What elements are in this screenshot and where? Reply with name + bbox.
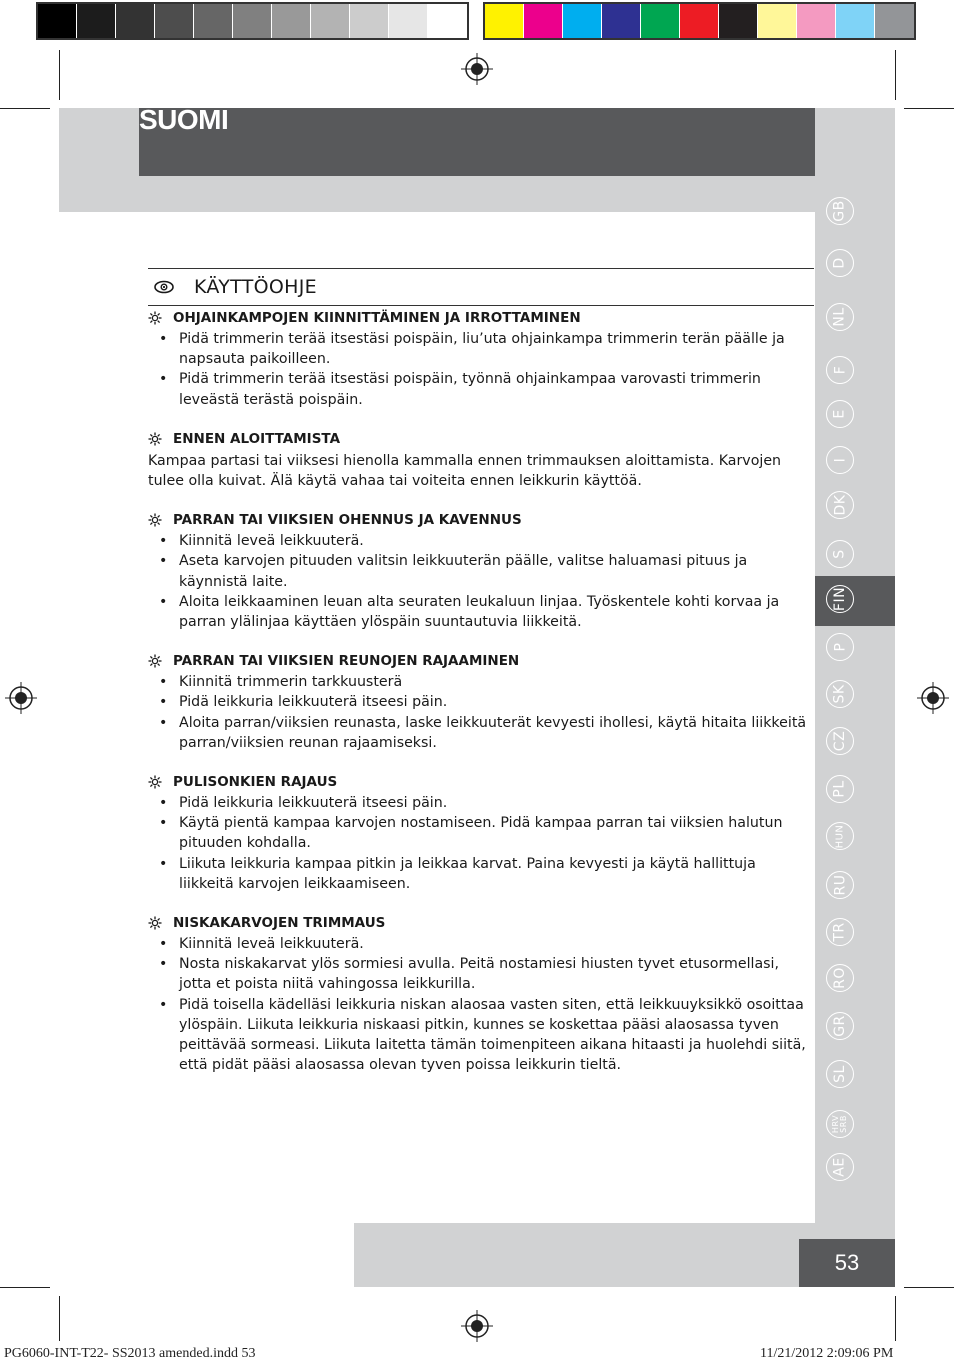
language-tab-label: DK [832, 494, 848, 516]
color-swatch [797, 4, 836, 38]
language-tab-label: CZ [832, 730, 848, 752]
language-tab-i [826, 446, 854, 474]
language-tab-label: PL [832, 780, 848, 798]
sun-icon [148, 775, 162, 789]
list-item: • Nosta niskakarvat ylös sormiesi avulla. Peitä nostamiesi hiusten tyvet etusormellasi, jotta et poista niitä vahingossa leikkurilla. [148, 954, 814, 994]
language-tab-label: D [832, 257, 848, 269]
subsection-heading-text: PARRAN TAI VIIKSIEN REUNOJEN RAJAAMINEN [173, 653, 520, 670]
subsection [148, 632, 814, 753]
gray-swatch [116, 4, 155, 38]
language-tab-label: S [831, 549, 848, 559]
language-tab-label: I [831, 457, 848, 463]
crop-mark [59, 1296, 60, 1341]
language-tab-ru [826, 871, 854, 899]
sun-icon [148, 432, 162, 446]
bullet-list [148, 531, 814, 632]
footer-date: 11/21/2012 2:09:06 PM [760, 1346, 894, 1361]
language-tab-label: RU [831, 874, 848, 896]
language-tab-label: GB [831, 200, 848, 222]
language-tab-label: GR [831, 1015, 848, 1037]
language-tab-label: FIN [832, 586, 848, 612]
list-item: • Liikuta leikkuria kampaa pitkin ja leikkaa karvat. Paina kevyesti ja käytä hallittuja liikkeitä karvojen leikkaamiseen. [148, 854, 814, 894]
language-tab-fin [826, 585, 854, 613]
language-tab-label: TR [832, 922, 848, 942]
gray-swatch [194, 4, 233, 38]
language-tab-hun [826, 822, 854, 850]
language-tab-sl [826, 1060, 854, 1088]
section-title: KÄYTTÖOHJE [194, 276, 317, 298]
subsection-list [148, 310, 814, 1075]
subsection-paragraph: Kampaa partasi tai viiksesi hienolla kammalla ennen trimmauksen aloittamista. Karvojen tulee olla kuivat. Älä käytä vahaa tai voiteita ennen leikkurin käyttöä. [148, 452, 782, 490]
color-swatch [719, 4, 758, 38]
gray-swatch [389, 4, 428, 38]
subsection [148, 310, 814, 410]
gray-swatch [233, 4, 272, 38]
list-item: • Pidä leikkuria leikkuuterä itseesi päin. [148, 692, 814, 712]
color-swatch [641, 4, 680, 38]
color-swatch [758, 4, 797, 38]
grayscale-calibration-bar [36, 2, 469, 40]
crop-mark [895, 50, 896, 100]
subsection [148, 753, 814, 894]
header-title-band [139, 108, 815, 176]
subsection-heading [148, 915, 814, 931]
language-tab-label: SK [831, 684, 848, 704]
subsection [148, 894, 814, 1075]
crop-mark [0, 1287, 50, 1288]
language-tab-sk [826, 680, 854, 708]
list-item: • Pidä trimmerin terää itsestäsi poispäin, työnnä ohjainkampaa varovasti trimmerin leveästä terästä poispäin. [148, 369, 814, 409]
color-swatch [485, 4, 524, 38]
color-calibration-bar [483, 2, 916, 40]
language-tab-label: HUN [834, 824, 846, 848]
color-swatch [836, 4, 875, 38]
language-tab-p [826, 633, 854, 661]
bullet-list [148, 672, 814, 753]
subsection-heading [148, 653, 814, 669]
subsection-heading-text: NISKAKARVOJEN TRIMMAUS [173, 915, 386, 932]
list-item: • Kiinnitä leveä leikkuuterä. [148, 531, 814, 551]
language-tab-d [826, 249, 854, 277]
language-tab-ae [826, 1153, 854, 1181]
sun-icon [148, 513, 162, 527]
registration-mark-icon [5, 682, 37, 714]
color-swatch [563, 4, 602, 38]
gray-swatch [350, 4, 389, 38]
manual-content [148, 268, 814, 1075]
crop-mark [904, 108, 954, 109]
language-tab-gb [826, 197, 854, 225]
page-title: SUOMI [139, 104, 229, 135]
language-tab-label: F [832, 365, 848, 375]
subsection-heading [148, 774, 814, 790]
registration-mark-icon [917, 682, 949, 714]
language-tab-label: P [831, 642, 848, 652]
registration-mark-icon [461, 53, 493, 85]
language-tab-cz [826, 727, 854, 755]
language-tab-nl [826, 303, 854, 331]
gray-swatch [38, 4, 77, 38]
list-item: • Pidä trimmerin terää itsestäsi poispäin, liu’uta ohjainkampa trimmerin terän päälle ja napsauta paikoilleen. [148, 329, 814, 369]
sun-icon [148, 654, 162, 668]
registration-mark-icon [461, 1310, 493, 1342]
language-tab-ro [826, 964, 854, 992]
bullet-list [148, 329, 814, 410]
crop-mark [904, 1287, 954, 1288]
gray-swatch [311, 4, 350, 38]
language-tab-label: E [831, 409, 848, 419]
list-item: • Kiinnitä trimmerin tarkkuusterä [148, 672, 814, 692]
color-swatch [524, 4, 563, 38]
color-swatch [602, 4, 641, 38]
gray-swatch [155, 4, 194, 38]
color-swatch [875, 4, 914, 38]
eye-icon [154, 280, 174, 294]
language-tab-hrv-srb [826, 1110, 854, 1138]
color-swatch [680, 4, 719, 38]
bullet-list [148, 793, 814, 894]
sun-icon [148, 916, 162, 930]
language-tab-label: RO [832, 967, 848, 989]
subsection [148, 410, 814, 491]
crop-mark [59, 50, 60, 100]
language-tab-dk [826, 491, 854, 519]
list-item: • Pidä leikkuria leikkuuterä itseesi päin. [148, 793, 814, 813]
gray-swatch [272, 4, 311, 38]
language-tab-tr [826, 918, 854, 946]
list-item: • Käytä pientä kampaa karvojen nostamiseen. Pidä kampaa parran tai viiksien halutun pituuden kohdalla. [148, 813, 814, 853]
subsection [148, 491, 814, 632]
language-tab-label: AE [832, 1157, 848, 1177]
subsection-heading-text: ENNEN ALOITTAMISTA [173, 430, 341, 447]
crop-mark [0, 108, 50, 109]
page-number: 53 [834, 1250, 860, 1275]
language-tab-label: NL [832, 307, 848, 327]
language-tab-s [826, 540, 854, 568]
language-tab-label: HRV SRB [831, 1114, 848, 1134]
subsection-heading-text: PULISONKIEN RAJAUS [173, 774, 338, 791]
list-item: • Aloita leikkaaminen leuan alta seuraten leukaluun linjaa. Työskentele kohti korvaa ja parran ylälinjaa käyttäen ylöspäin suuntautuvia liikkeitä. [148, 592, 814, 632]
gray-swatch [428, 4, 467, 38]
subsection-heading [148, 310, 814, 326]
crop-mark [895, 1296, 896, 1341]
list-item: • Aseta karvojen pituuden valitsin leikkuuterän päälle, valitse haluamasi pituus ja käynnistä laite. [148, 551, 814, 591]
language-tab-e [826, 400, 854, 428]
subsection-heading-text: PARRAN TAI VIIKSIEN OHENNUS JA KAVENNUS [173, 512, 522, 529]
list-item: • Aloita parran/viiksien reunasta, laske leikkuuterät kevyesti ihollesi, käytä hitaita liikkeitä parran/viiksien reunan rajaamiseksi. [148, 713, 814, 753]
sun-icon [148, 311, 162, 325]
gray-swatch [77, 4, 116, 38]
language-tab-gr [826, 1012, 854, 1040]
subsection-heading [148, 431, 814, 447]
subsection-heading [148, 512, 814, 528]
list-item: • Kiinnitä leveä leikkuuterä. [148, 934, 814, 954]
bullet-list [148, 934, 814, 1075]
language-tab-f [826, 356, 854, 384]
language-tab-pl [826, 775, 854, 803]
section-header [148, 269, 814, 306]
list-item: • Pidä toisella kädelläsi leikkuria niskan alaosaa vasten siten, että leikkuuyksikkö osoittaa ylöspäin. Liikuta leikkuria niskaasi pitkin, kunnes se koskettaa pääsi alaosassa tyven peittävää sormeasi. Liikuta laitetta tämän toimenpiteen aikana hitaasti ja huolehdi siitä, että pidät pääsi alaosassa olevan tyven poissa leikkurin tieltä. [148, 995, 814, 1076]
subsection-heading-text: OHJAINKAMPOJEN KIINNITTÄMINEN JA IRROTTAMINEN [173, 310, 581, 326]
footer-file-info: PG6060-INT-T22- SS2013 amended.indd 53 [4, 1346, 256, 1361]
language-tab-label: SL [832, 1065, 848, 1083]
